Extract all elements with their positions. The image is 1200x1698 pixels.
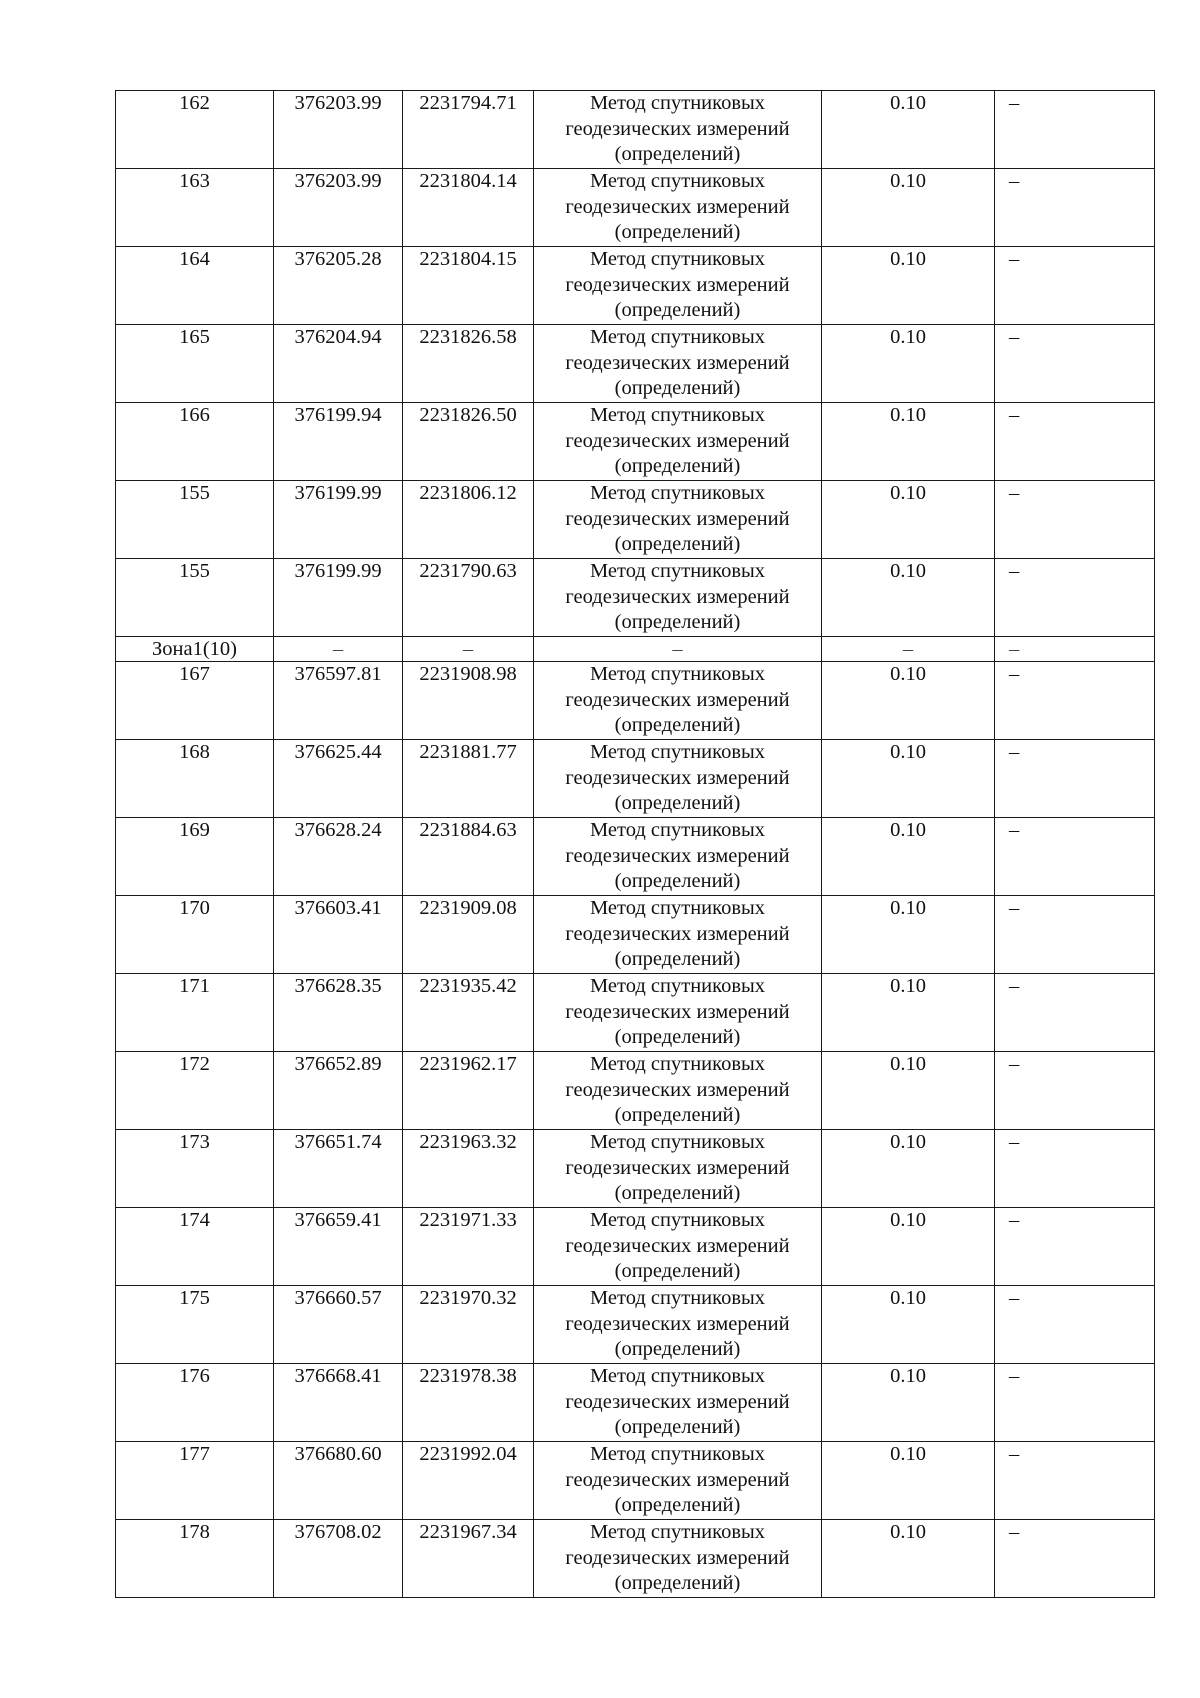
method-cell [534,1286,822,1364]
method-line: (определений) [614,870,741,893]
description-cell: – [995,1520,1155,1598]
y-coordinate-cell: 2231794.71 [403,91,534,169]
point-number-cell: 176 [116,1364,274,1442]
method-line: Метод спутниковых [589,326,766,348]
method-line: (определений) [614,299,741,322]
table-row [116,1286,1155,1364]
method-cell [534,1130,822,1208]
method-line: (определений) [614,1104,741,1127]
accuracy-cell: 0.10 [822,481,995,559]
point-number-cell: 155 [116,481,274,559]
table-row [116,740,1155,818]
x-coordinate-cell: 376203.99 [274,91,403,169]
method-cell [534,247,822,325]
method-line: геодезических измерений [565,273,790,296]
description-cell: – [995,818,1155,896]
table-row [116,1364,1155,1442]
point-number-cell: 175 [116,1286,274,1364]
method-line: Метод спутниковых [589,560,766,582]
method-line: геодезических измерений [565,844,790,867]
method-line: Метод спутниковых [589,1287,766,1309]
method-line: геодезических измерений [565,1156,790,1179]
description-cell: – [995,559,1155,637]
description-cell: – [995,662,1155,740]
x-coordinate-cell: 376651.74 [274,1130,403,1208]
method-cell [534,559,822,637]
method-cell [534,1208,822,1286]
method-line: Метод спутниковых [589,1521,766,1543]
accuracy-cell: 0.10 [822,1520,995,1598]
accuracy-cell: 0.10 [822,1130,995,1208]
y-coordinate-cell: 2231962.17 [403,1052,534,1130]
accuracy-cell: 0.10 [822,403,995,481]
accuracy-cell: 0.10 [822,169,995,247]
method-line: (определений) [614,377,741,400]
accuracy-cell: 0.10 [822,740,995,818]
point-number-cell: 155 [116,559,274,637]
method-line: (определений) [614,143,741,166]
accuracy-cell: 0.10 [822,662,995,740]
y-coordinate-cell: 2231884.63 [403,818,534,896]
method-line: Метод спутниковых [589,482,766,504]
accuracy-cell: 0.10 [822,818,995,896]
y-coordinate-cell: 2231909.08 [403,896,534,974]
table-row [116,1130,1155,1208]
x-coordinate-cell: 376204.94 [274,325,403,403]
x-coordinate-cell: 376708.02 [274,1520,403,1598]
x-coordinate-cell: 376628.35 [274,974,403,1052]
point-number-cell: 169 [116,818,274,896]
method-line: геодезических измерений [565,585,790,608]
y-coordinate-cell: 2231978.38 [403,1364,534,1442]
accuracy-cell: 0.10 [822,247,995,325]
method-line: геодезических измерений [565,351,790,374]
y-coordinate-cell: 2231970.32 [403,1286,534,1364]
accuracy-cell: 0.10 [822,91,995,169]
method-line: геодезических измерений [565,766,790,789]
method-line: (определений) [614,455,741,478]
method-cell [534,91,822,169]
description-cell: – [995,1442,1155,1520]
accuracy-cell: 0.10 [822,1364,995,1442]
description-cell: – [995,1286,1155,1364]
description-cell: – [995,481,1155,559]
method-line: Метод спутниковых [589,1365,766,1387]
y-coordinate-cell: 2231935.42 [403,974,534,1052]
zone-x-cell: – [274,637,403,662]
accuracy-cell: 0.10 [822,559,995,637]
point-number-cell: 174 [116,1208,274,1286]
method-cell [534,740,822,818]
point-number-cell: 162 [116,91,274,169]
x-coordinate-cell: 376680.60 [274,1442,403,1520]
method-line: Метод спутниковых [589,819,766,841]
method-line: Метод спутниковых [589,1053,766,1075]
accuracy-cell: 0.10 [822,1286,995,1364]
method-line: геодезических измерений [565,117,790,140]
coordinates-table [115,90,1155,1598]
method-line: Метод спутниковых [589,1131,766,1153]
method-line: геодезических измерений [565,1468,790,1491]
point-number-cell: 170 [116,896,274,974]
table-row [116,325,1155,403]
zone-header-row [116,637,1155,662]
method-line: (определений) [614,611,741,634]
method-line: Метод спутниковых [589,92,766,114]
method-cell [534,481,822,559]
method-line: геодезических измерений [565,1234,790,1257]
point-number-cell: 164 [116,247,274,325]
y-coordinate-cell: 2231967.34 [403,1520,534,1598]
table-row [116,896,1155,974]
point-number-cell: 178 [116,1520,274,1598]
x-coordinate-cell: 376199.94 [274,403,403,481]
method-cell [534,169,822,247]
method-line: Метод спутниковых [589,663,766,685]
table-row [116,1520,1155,1598]
method-line: геодезических измерений [565,195,790,218]
method-line: геодезических измерений [565,688,790,711]
description-cell: – [995,403,1155,481]
x-coordinate-cell: 376668.41 [274,1364,403,1442]
y-coordinate-cell: 2231971.33 [403,1208,534,1286]
description-cell: – [995,974,1155,1052]
y-coordinate-cell: 2231992.04 [403,1442,534,1520]
y-coordinate-cell: 2231804.15 [403,247,534,325]
table-row [116,247,1155,325]
x-coordinate-cell: 376652.89 [274,1052,403,1130]
table-row [116,403,1155,481]
method-line: геодезических измерений [565,1546,790,1569]
method-line: Метод спутниковых [589,1209,766,1231]
zone-description-cell: – [995,637,1155,662]
table-row [116,662,1155,740]
description-cell: – [995,1052,1155,1130]
method-line: Метод спутниковых [589,897,766,919]
point-number-cell: 167 [116,662,274,740]
y-coordinate-cell: 2231804.14 [403,169,534,247]
x-coordinate-cell: 376199.99 [274,559,403,637]
accuracy-cell: 0.10 [822,896,995,974]
point-number-cell: 173 [116,1130,274,1208]
x-coordinate-cell: 376199.99 [274,481,403,559]
method-line: геодезических измерений [565,507,790,530]
x-coordinate-cell: 376205.28 [274,247,403,325]
accuracy-cell: 0.10 [822,1052,995,1130]
description-cell: – [995,325,1155,403]
method-line: (определений) [614,792,741,815]
zone-accuracy-cell: – [822,637,995,662]
method-line: Метод спутниковых [589,1443,766,1465]
method-line: геодезических измерений [565,1312,790,1335]
x-coordinate-cell: 376603.41 [274,896,403,974]
method-line: (определений) [614,1494,741,1517]
method-line: геодезических измерений [565,429,790,452]
description-cell: – [995,896,1155,974]
table-row [116,169,1155,247]
description-cell: – [995,1364,1155,1442]
method-line: геодезических измерений [565,922,790,945]
method-cell [534,662,822,740]
y-coordinate-cell: 2231881.77 [403,740,534,818]
description-cell: – [995,1130,1155,1208]
method-line: Метод спутниковых [589,975,766,997]
description-cell: – [995,247,1155,325]
table-row [116,1442,1155,1520]
method-line: геодезических измерений [565,1000,790,1023]
method-cell [534,896,822,974]
method-line: (определений) [614,1572,741,1595]
y-coordinate-cell: 2231806.12 [403,481,534,559]
method-line: (определений) [614,1338,741,1361]
method-line: (определений) [614,1416,741,1439]
method-line: Метод спутниковых [589,404,766,426]
y-coordinate-cell: 2231790.63 [403,559,534,637]
accuracy-cell: 0.10 [822,1442,995,1520]
description-cell: – [995,169,1155,247]
table-row [116,1208,1155,1286]
x-coordinate-cell: 376203.99 [274,169,403,247]
point-number-cell: 171 [116,974,274,1052]
x-coordinate-cell: 376659.41 [274,1208,403,1286]
accuracy-cell: 0.10 [822,325,995,403]
method-line: (определений) [614,1026,741,1049]
point-number-cell: 168 [116,740,274,818]
method-line: (определений) [614,948,741,971]
method-line: (определений) [614,1182,741,1205]
method-line: геодезических измерений [565,1078,790,1101]
accuracy-cell: 0.10 [822,974,995,1052]
method-line: геодезических измерений [565,1390,790,1413]
table-row [116,91,1155,169]
method-cell [534,1520,822,1598]
point-number-cell: 166 [116,403,274,481]
zone-method-cell: – [534,637,822,662]
method-cell [534,818,822,896]
point-number-cell: 165 [116,325,274,403]
method-cell [534,1052,822,1130]
table-row [116,559,1155,637]
x-coordinate-cell: 376597.81 [274,662,403,740]
description-cell: – [995,1208,1155,1286]
y-coordinate-cell: 2231826.50 [403,403,534,481]
zone-y-cell: – [403,637,534,662]
method-cell [534,1442,822,1520]
method-line: (определений) [614,221,741,244]
method-cell [534,403,822,481]
zone-label-cell: Зона1(10) [116,637,274,662]
method-line: Метод спутниковых [589,170,766,192]
coordinates-table-body [116,91,1155,1598]
method-line: (определений) [614,533,741,556]
point-number-cell: 177 [116,1442,274,1520]
x-coordinate-cell: 376660.57 [274,1286,403,1364]
method-cell [534,974,822,1052]
table-row [116,974,1155,1052]
method-line: Метод спутниковых [589,248,766,270]
table-row [116,1052,1155,1130]
method-line: (определений) [614,1260,741,1283]
method-line: Метод спутниковых [589,741,766,763]
y-coordinate-cell: 2231826.58 [403,325,534,403]
description-cell: – [995,91,1155,169]
method-cell [534,325,822,403]
table-row [116,481,1155,559]
description-cell: – [995,740,1155,818]
accuracy-cell: 0.10 [822,1208,995,1286]
x-coordinate-cell: 376628.24 [274,818,403,896]
y-coordinate-cell: 2231908.98 [403,662,534,740]
y-coordinate-cell: 2231963.32 [403,1130,534,1208]
method-line: (определений) [614,714,741,737]
method-cell [534,1364,822,1442]
table-row [116,818,1155,896]
point-number-cell: 172 [116,1052,274,1130]
point-number-cell: 163 [116,169,274,247]
x-coordinate-cell: 376625.44 [274,740,403,818]
